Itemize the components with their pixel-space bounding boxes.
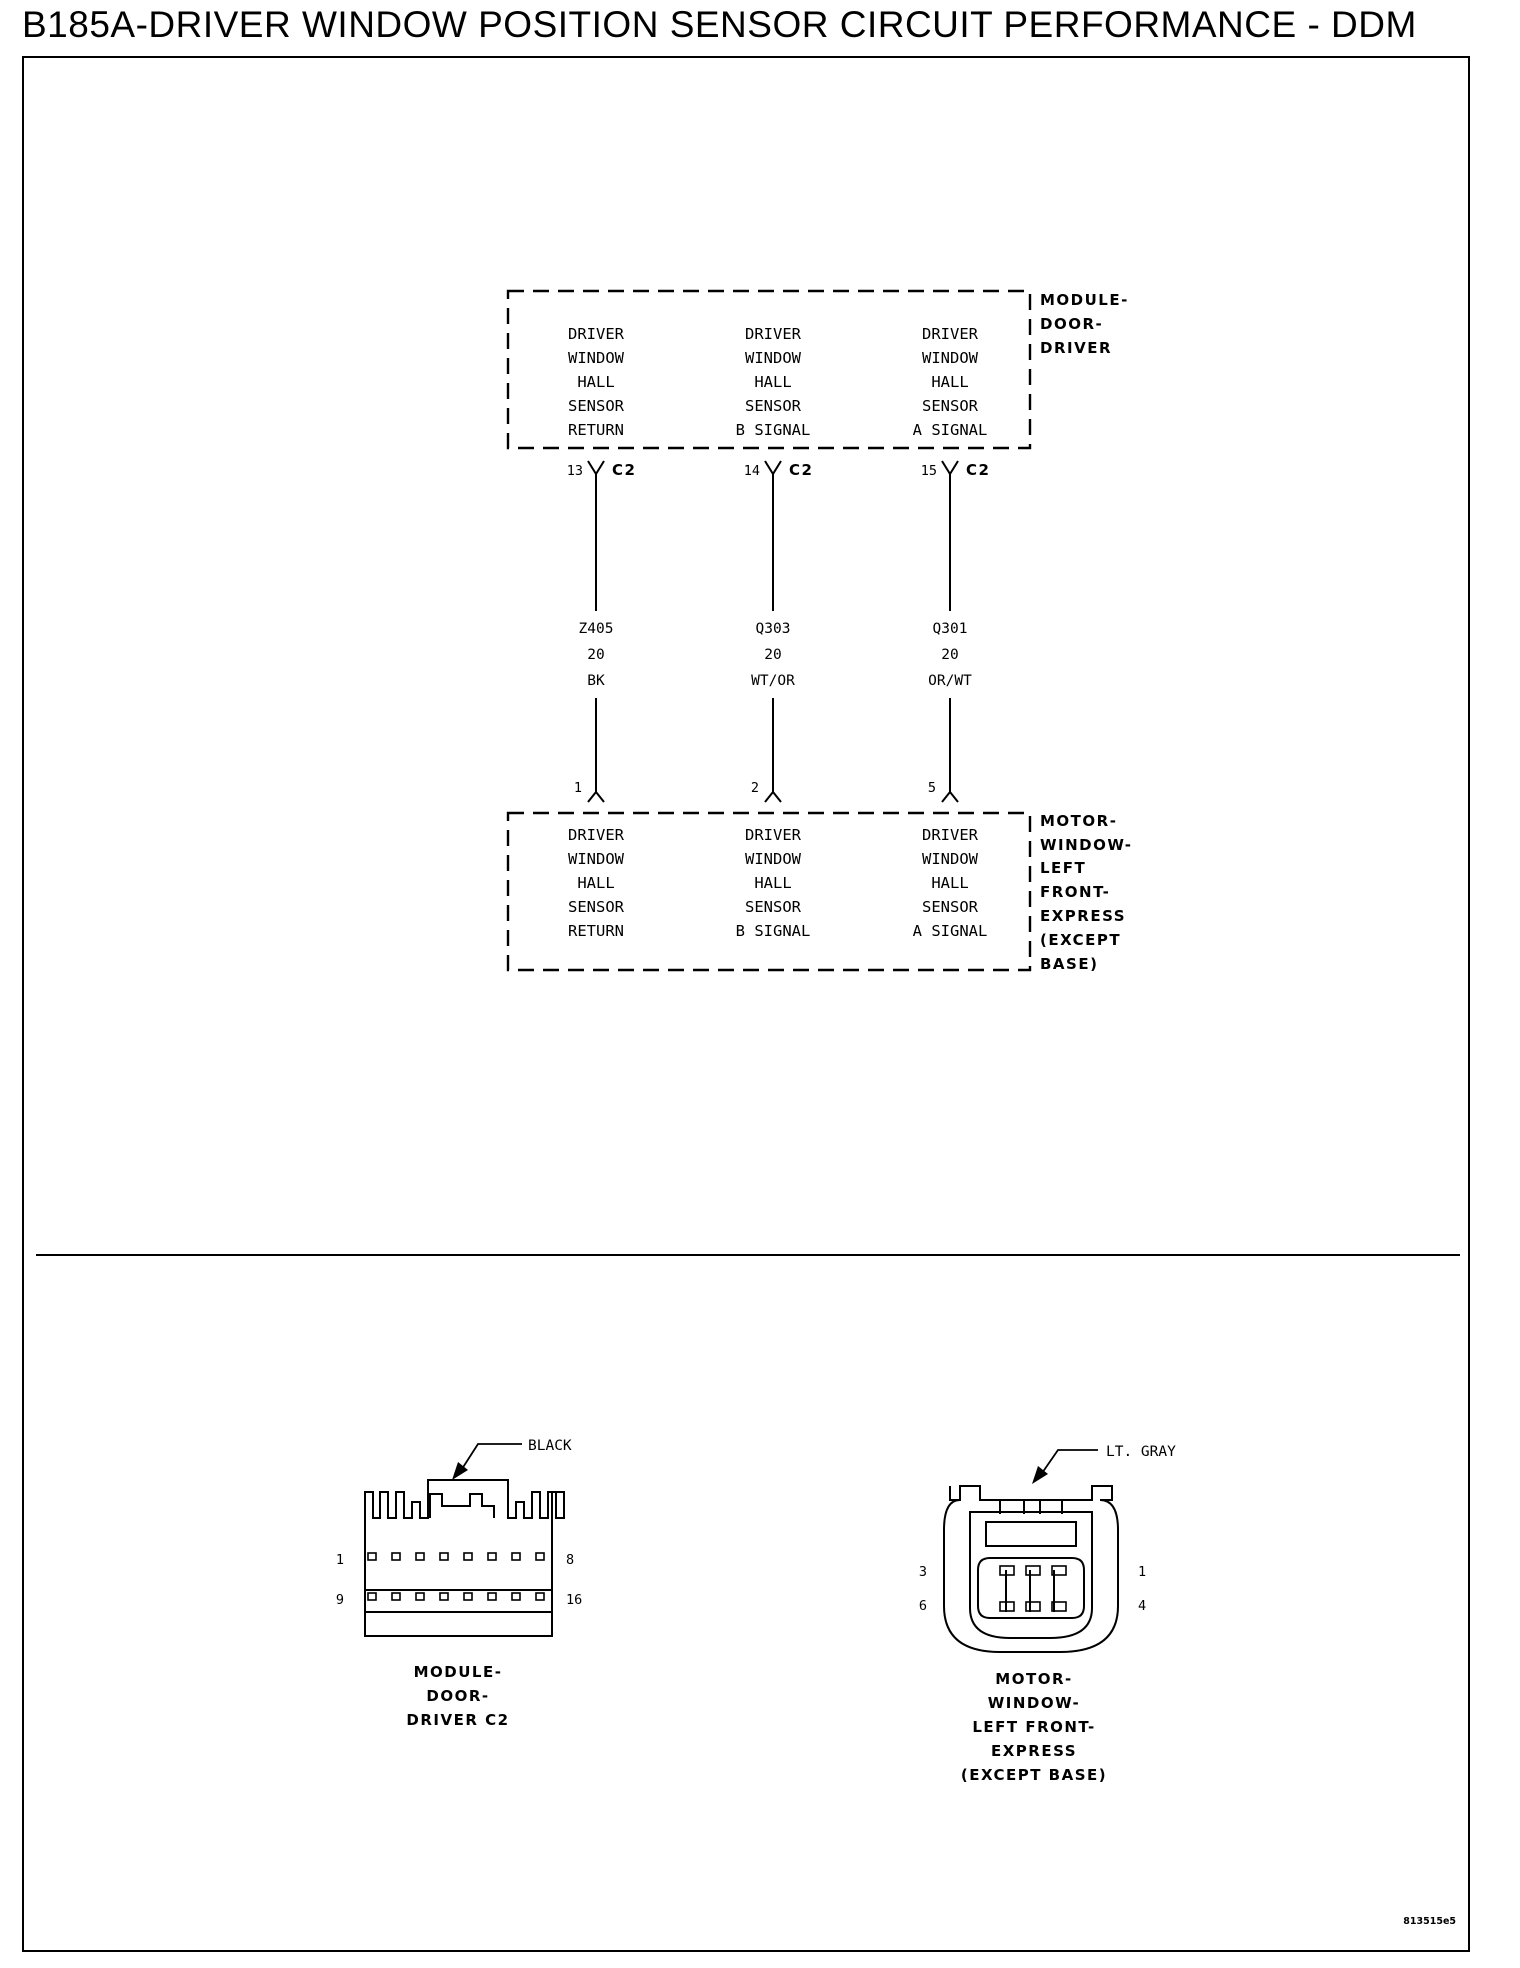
caption-line: LEFT FRONT- — [972, 1718, 1096, 1736]
cavity — [512, 1553, 520, 1560]
motor-connector-latch — [986, 1522, 1076, 1546]
pin-label: 9 — [335, 1592, 344, 1608]
pin-label: 4 — [1138, 1598, 1147, 1614]
signal-text: HALL — [577, 874, 615, 892]
cavity — [512, 1593, 520, 1600]
wire-label-q301 — [928, 621, 972, 689]
module-top-name-line: DOOR- — [1040, 315, 1104, 333]
signal-text: SENSOR — [568, 397, 624, 415]
signal-text: HALL — [754, 373, 792, 391]
signal-text: DRIVER — [745, 826, 801, 844]
wire-code: Q301 — [932, 621, 968, 637]
cavity — [488, 1593, 496, 1600]
terminal-5-wire — [942, 698, 958, 802]
wire-label-z405 — [579, 621, 614, 689]
connector-c2-cavities — [368, 1553, 544, 1600]
pin-number: 13 — [566, 463, 583, 479]
signal-text: HALL — [754, 874, 792, 892]
connector-color-label: BLACK — [528, 1438, 572, 1454]
motor-connector-pin-labels — [919, 1564, 1146, 1614]
wire-gauge: 20 — [764, 647, 782, 663]
top-signal-b — [736, 325, 811, 439]
leader-line — [1040, 1450, 1098, 1476]
module-bottom-name-line: WINDOW- — [1040, 836, 1133, 854]
module-top-name-line: MODULE- — [1040, 291, 1129, 309]
pin-label: 6 — [918, 1598, 927, 1614]
cavity — [392, 1593, 400, 1600]
signal-text: HALL — [931, 874, 969, 892]
wire-code: Q303 — [755, 621, 791, 637]
terminal-14-wire — [765, 461, 781, 611]
cavity — [368, 1593, 376, 1600]
top-signal-return — [568, 325, 625, 439]
signal-text: WINDOW — [922, 850, 978, 868]
module-bottom-name-line: EXPRESS — [1040, 907, 1127, 925]
module-top-name-line: DRIVER — [1040, 339, 1112, 357]
motor-connector-top — [950, 1486, 1112, 1500]
wire-color: BK — [587, 673, 605, 689]
bottom-signal-a — [913, 826, 988, 940]
bottom-signal-b — [736, 826, 811, 940]
wire-gauge: 20 — [587, 647, 605, 663]
cavity — [536, 1593, 544, 1600]
module-bottom-name-line: MOTOR- — [1040, 812, 1118, 830]
connector-label: C2 — [966, 461, 991, 479]
signal-text: A SIGNAL — [912, 922, 988, 940]
terminal-1-wire — [588, 698, 604, 802]
signal-text: SENSOR — [745, 397, 801, 415]
signal-text: SENSOR — [922, 898, 978, 916]
pin-label: 3 — [918, 1564, 927, 1580]
wire-code: Z405 — [578, 621, 614, 637]
signal-text: HALL — [931, 373, 969, 391]
cavity — [416, 1593, 424, 1600]
connector-label: C2 — [789, 461, 814, 479]
connector-color-label: LT. GRAY — [1106, 1444, 1176, 1460]
wire-color: OR/WT — [928, 673, 972, 689]
caption-line: DOOR- — [426, 1687, 490, 1705]
pin-number: 15 — [920, 463, 937, 479]
motor-connector-cavities — [1000, 1566, 1066, 1611]
motor-connector-caption — [961, 1670, 1107, 1784]
caption-line: MOTOR- — [995, 1670, 1073, 1688]
cavity — [440, 1553, 448, 1560]
cavity — [488, 1553, 496, 1560]
top-signal-a — [913, 325, 988, 439]
signal-text: DRIVER — [922, 826, 978, 844]
module-door-driver-name — [1040, 291, 1129, 357]
caption-line: (EXCEPT BASE) — [960, 1766, 1108, 1784]
bottom-pin-numbers — [574, 780, 936, 796]
connector-view-motor-window — [919, 1444, 1176, 1784]
caption-line: WINDOW- — [987, 1694, 1081, 1712]
signal-text: SENSOR — [745, 898, 801, 916]
cavity — [1026, 1602, 1040, 1611]
pin-label: 1 — [1138, 1564, 1147, 1580]
bottom-signal-return — [568, 826, 625, 940]
cavity — [536, 1553, 544, 1560]
wire-color: WT/OR — [751, 673, 795, 689]
top-terminal-symbols — [588, 461, 958, 611]
page-title: B185A-DRIVER WINDOW POSITION SENSOR CIRCUIT PERFORMANCE - DDM — [22, 4, 1417, 45]
leader-line — [460, 1444, 522, 1472]
wire-gauge: 20 — [941, 647, 959, 663]
module-bottom-name-line: (EXCEPT — [1040, 931, 1122, 949]
wire-label-q303 — [751, 621, 795, 689]
signal-text: B SIGNAL — [735, 922, 811, 940]
pin-label: 1 — [335, 1552, 344, 1568]
cavity — [416, 1553, 424, 1560]
signal-text: WINDOW — [568, 850, 624, 868]
connector-view-module-door-driver-c2 — [336, 1438, 582, 1729]
signal-text: WINDOW — [745, 349, 801, 367]
terminal-13-wire — [588, 461, 604, 611]
signal-text: SENSOR — [568, 898, 624, 916]
cavity — [1026, 1566, 1040, 1575]
signal-text: RETURN — [568, 421, 624, 439]
signal-text: RETURN — [568, 922, 624, 940]
pin-label: 8 — [566, 1552, 575, 1568]
signal-text: DRIVER — [745, 325, 801, 343]
signal-text: B SIGNAL — [735, 421, 811, 439]
module-bottom-name-line: BASE) — [1040, 955, 1099, 973]
caption-line: DRIVER C2 — [406, 1711, 510, 1729]
caption-line: MODULE- — [413, 1663, 503, 1681]
signal-text: WINDOW — [745, 850, 801, 868]
figure-id: 813515e5 — [1403, 1916, 1456, 1927]
signal-text: A SIGNAL — [912, 421, 988, 439]
pin-number: 2 — [750, 780, 759, 796]
motor-window-name — [1040, 812, 1132, 973]
signal-text: DRIVER — [568, 325, 624, 343]
bottom-terminal-symbols — [588, 698, 958, 802]
connector-label: C2 — [612, 461, 637, 479]
connector-c2-caption — [406, 1663, 509, 1729]
pin-label: 16 — [566, 1592, 583, 1608]
terminal-2-wire — [765, 698, 781, 802]
pin-number: 5 — [927, 780, 936, 796]
connector-c2-latch — [430, 1494, 494, 1518]
module-bottom-name-line: FRONT- — [1040, 883, 1111, 901]
terminal-15-wire — [942, 461, 958, 611]
cavity — [368, 1553, 376, 1560]
cavity — [464, 1553, 472, 1560]
signal-text: DRIVER — [922, 325, 978, 343]
cavity — [440, 1593, 448, 1600]
caption-line: EXPRESS — [990, 1742, 1078, 1760]
signal-text: HALL — [577, 373, 615, 391]
signal-text: SENSOR — [922, 397, 978, 415]
cavity — [392, 1553, 400, 1560]
pin-number: 14 — [743, 463, 760, 479]
signal-text: WINDOW — [568, 349, 624, 367]
pin-number: 1 — [573, 780, 582, 796]
cavity — [464, 1593, 472, 1600]
motor-connector-drawing — [944, 1486, 1118, 1652]
module-bottom-name-line: LEFT — [1040, 859, 1087, 877]
signal-text: WINDOW — [922, 349, 978, 367]
signal-text: DRIVER — [568, 826, 624, 844]
